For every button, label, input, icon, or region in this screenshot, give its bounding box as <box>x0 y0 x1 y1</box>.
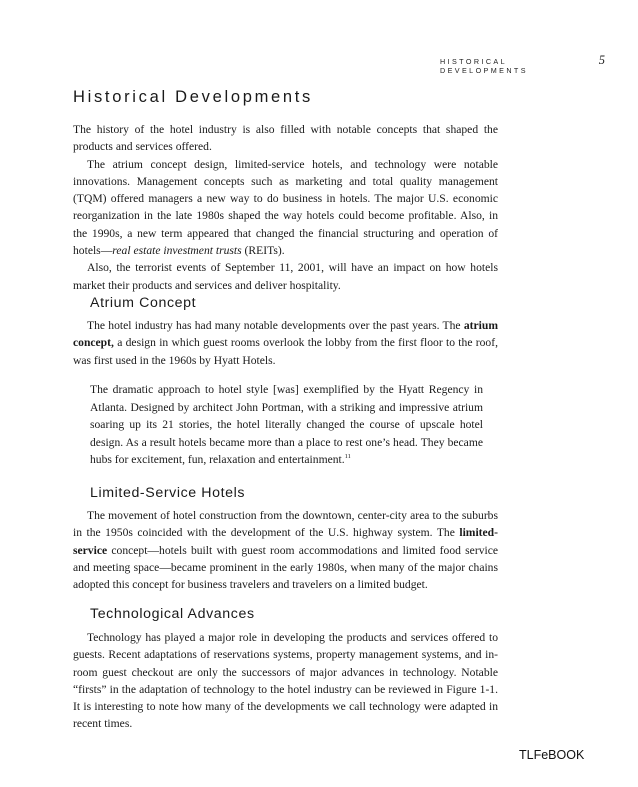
watermark: TLFeBOOK <box>519 748 585 762</box>
limited-service-term: limited-service <box>73 526 498 557</box>
atrium-paragraph: The hotel industry has had many notable developments over the past years. The atrium concept, a design in which guest rooms overlook the lobby from the first floor to the roof, was first used in the 1960s by Hyatt Hotels. <box>73 319 498 367</box>
intro-paragraph-1: The history of the hotel industry is also filled with notable concepts that shaped the products and services offered. <box>73 123 498 154</box>
technology-paragraph: Technology has played a major role in developing the products and services offered to guests. Recent adaptations of reservations systems, property management systems, and in-room guest checkout are only the successors of major advances in technology. Notable “firsts” in the adaptation of technology to the hotel industry can be reviewed in Figure 1-1. It is interesting to note how many of the developments we call technology were adapted in recent times. <box>73 631 498 731</box>
atrium-term: atrium concept, <box>73 319 498 350</box>
atrium-section <box>73 317 498 369</box>
running-head-title: HISTORICAL DEVELOPMENTS <box>440 57 528 75</box>
reits-term: real estate investment trusts <box>112 244 242 258</box>
section-heading-atrium: Atrium Concept <box>90 295 197 311</box>
footnote-marker: 11 <box>344 453 351 461</box>
page-number: 5 <box>598 53 605 67</box>
section-heading-limited-service: Limited-Service Hotels <box>90 485 246 501</box>
running-head <box>440 53 605 75</box>
technology-section <box>73 629 498 733</box>
intro-section <box>73 121 498 294</box>
limited-service-section <box>73 507 498 593</box>
hyatt-block-quote: The dramatic approach to hotel style [was] exemplified by the Hyatt Regency in Atlanta. Designed by architect John Portman, with a striking and impressive atrium soaring up its 21 stories, the hotel literally changed the course of upscale hotel design. As a result hotels became more than a place to rest one’s head. They became hubs for excitement, fun, relaxation and entertainment.$^{11}$ <box>90 383 483 466</box>
chapter-heading: Historical Developments <box>73 88 313 106</box>
intro-paragraph-2: The atrium concept design, limited-service hotels, and technology were notable innovations. Management concepts such as marketing and total quality management (TQM) offered managers a new way to do business in hotels. The major U.S. economic reorganization in the late 1980s shaped the way hotels could become profitable. Also, in the 1990s, a new term appeared that changed the financial structuring and operation of hotels—real estate investment trusts (REITs). <box>73 157 498 258</box>
intro-paragraph-3: Also, the terrorist events of September 11, 2001, will have an impact on how hotels market their products and services and deliver hospitality. <box>73 261 498 292</box>
section-heading-technology: Technological Advances <box>90 606 255 622</box>
limited-service-paragraph: The movement of hotel construction from the downtown, center-city area to the suburbs in the 1950s coincided with the development of the U.S. highway system. The limited-service concept—hotels built with guest room accommodations and limited food service and meeting space—became prominent in the early 1980s, when many of the major chains adopted this concept for business travelers and travelers on a limited budget. <box>73 509 498 592</box>
